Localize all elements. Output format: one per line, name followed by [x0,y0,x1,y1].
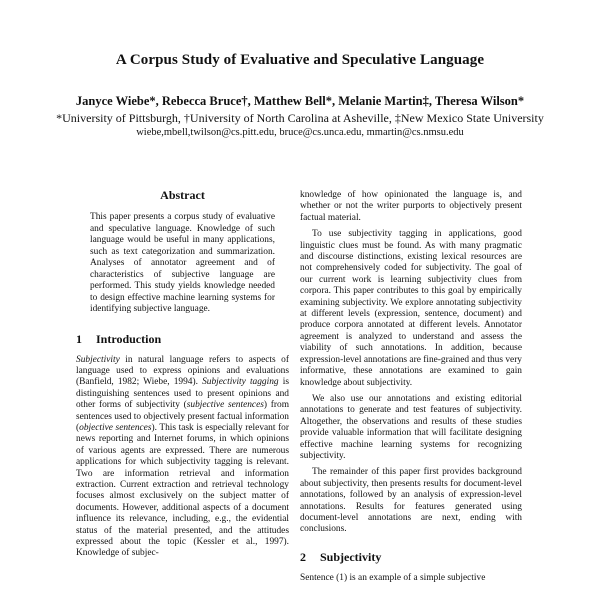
term-subjective-sentences: subjective sentences [186,400,264,411]
intro-paragraph: Subjectivity in natural language refers to aspects of language used to express opinions and evaluations (Banfield, 1982; Wiebe, 1994). Subjectivity tagging is distinguishing sentences used to present opinions and other forms of subjectivity (subjective sentences) from sentences used to objectively present factual information (objective sentences). This task is especially relevant for news reporting and Internet forums, in which opinions of various agents are expressed. There are numerous applications for which subjectivity tagging is relevant. Two are information retrieval and information extraction. Current extraction and retrieval technology focuses almost exclusively on the subject matter of documents. However, additional aspects of a document influence its relevance, including, e.g., the evidential status of the material presented, and the attitudes expressed about the topic (Kessler et al., 1997). Knowledge of subjec- [76,354,289,559]
paragraph-remainder: The remainder of this paper first provides background about subjectivity, then presents results for document-level annotations, followed by an analysis of expression-level annotations. Results for features generated using document-level annotations are next, ending with conclusions. [300,467,522,535]
abstract-text: This paper presents a corpus study of evaluative and speculative language. Knowledge of such language would be useful in many applications, such as text categorization and summarization. Analyses of annotator agreement and of characteristics of subjective language are performed. This study yields knowledge needed to design effective machine learning systems for identifying subjective language. [90,212,275,314]
section-number: 2 [300,549,306,564]
term-objective-sentences: objective sentences [79,422,152,433]
term-subjectivity: Subjectivity [76,354,120,365]
section-title: Subjectivity [320,549,382,564]
abstract-heading: Abstract [160,188,205,202]
affiliations: *University of Pittsburgh, †University of North Carolina at Asheville, ‡New Mexico State University [56,111,544,125]
section-heading-introduction [76,332,289,347]
section-number: 1 [76,331,82,346]
left-column [76,188,289,560]
author-emails: wiebe,mbell,twilson@cs.pitt.edu, bruce@cs.unca.edu, mmartin@cs.nmsu.edu [136,127,464,138]
continued-paragraph: knowledge of how opinionated the language is, and whether or not the writer purports to objectively present factual material. [300,190,522,223]
right-column [300,190,522,584]
section-heading-subjectivity [300,550,522,565]
paper-title: A Corpus Study of Evaluative and Speculative Language [115,52,485,68]
paragraph-clues: To use subjectivity tagging in applications, good linguistic clues must be found. As with many pragmatic and discourse distinctions, existing lexical resources are not comprehensively coded for subjectivity. The goal of our current work is learning subjectivity clues from corpora. This paper contributes to this goal by empirically examining subjectivity. We explore annotating subjectivity at different levels (expression, sentence, document) and produce corpora annotated at different levels. Annotator agreement is analyzed to understand and assess the viability of such annotations. In addition, because expression-level annotations are fine-grained and thus very informative, these annotations are examined to gain knowledge about subjectivity. [300,229,522,388]
author-list: Janyce Wiebe*, Rebecca Bruce†, Matthew Bell*, Melanie Martin‡, Theresa Wilson* [75,94,525,108]
section-title: Introduction [96,331,162,346]
term-subjectivity-tagging: Subjectivity tagging [202,377,279,388]
paragraph-example: Sentence (1) is an example of a simple subjective [300,572,486,583]
paragraph-annotations: We also use our annotations and existing editorial annotations to generate and test features of subjectivity. Altogether, the observations and results of these studies provide valuable information that will facilitate designing effective machine learning systems for recognizing subjectivity. [300,393,522,461]
